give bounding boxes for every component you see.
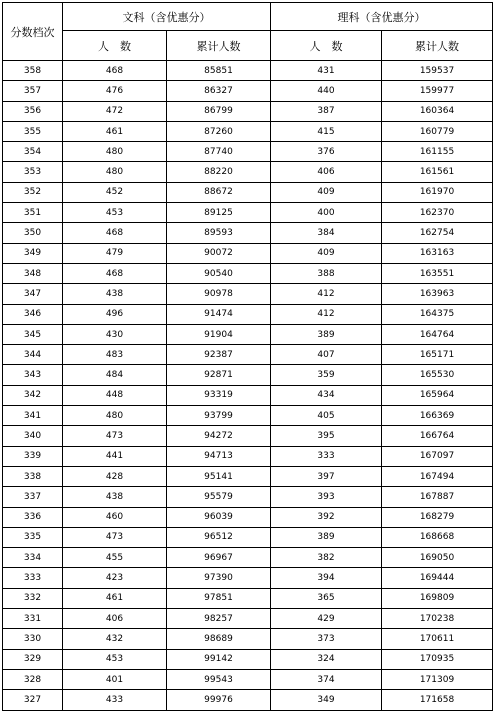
- wenke-cumulative-cell: 86799: [167, 101, 271, 121]
- like-cumulative-cell: 160779: [382, 121, 493, 141]
- wenke-cumulative-cell: 96039: [167, 507, 271, 527]
- like-count-cell: 388: [271, 263, 382, 283]
- wenke-count-cell: 476: [63, 81, 167, 101]
- table-header: [3, 3, 493, 61]
- header-wenke: 文科（含优惠分）: [63, 3, 271, 31]
- wenke-count-cell: 433: [63, 690, 167, 710]
- wenke-count-cell: 468: [63, 61, 167, 81]
- like-cumulative-cell: 168279: [382, 507, 493, 527]
- table-row: [3, 284, 493, 304]
- score-cell: 331: [3, 609, 63, 629]
- table-row: [3, 243, 493, 263]
- score-cell: 351: [3, 203, 63, 223]
- like-count-cell: 405: [271, 406, 382, 426]
- wenke-count-cell: 401: [63, 669, 167, 689]
- table-row: [3, 568, 493, 588]
- like-count-cell: 384: [271, 223, 382, 243]
- like-count-cell: 349: [271, 690, 382, 710]
- wenke-count-cell: 406: [63, 609, 167, 629]
- like-cumulative-cell: 163163: [382, 243, 493, 263]
- like-cumulative-cell: 170611: [382, 629, 493, 649]
- table-body: [3, 61, 493, 711]
- like-count-cell: 394: [271, 568, 382, 588]
- like-cumulative-cell: 161970: [382, 182, 493, 202]
- like-count-cell: 389: [271, 527, 382, 547]
- like-cumulative-cell: 171658: [382, 690, 493, 710]
- like-cumulative-cell: 159977: [382, 81, 493, 101]
- wenke-cumulative-cell: 97851: [167, 588, 271, 608]
- like-count-cell: 392: [271, 507, 382, 527]
- score-cell: 332: [3, 588, 63, 608]
- like-cumulative-cell: 167887: [382, 487, 493, 507]
- table-row: [3, 182, 493, 202]
- score-cell: 338: [3, 466, 63, 486]
- wenke-count-cell: 480: [63, 142, 167, 162]
- wenke-count-cell: 453: [63, 203, 167, 223]
- header-score-band: 分数档次: [3, 3, 63, 61]
- like-cumulative-cell: 161561: [382, 162, 493, 182]
- table-row: [3, 324, 493, 344]
- score-cell: 347: [3, 284, 63, 304]
- like-cumulative-cell: 169050: [382, 548, 493, 568]
- score-cell: 353: [3, 162, 63, 182]
- score-cell: 356: [3, 101, 63, 121]
- like-cumulative-cell: 169444: [382, 568, 493, 588]
- like-cumulative-cell: 164375: [382, 304, 493, 324]
- wenke-count-cell: 453: [63, 649, 167, 669]
- like-cumulative-cell: 168668: [382, 527, 493, 547]
- wenke-count-cell: 461: [63, 588, 167, 608]
- like-count-cell: 374: [271, 669, 382, 689]
- score-cell: 334: [3, 548, 63, 568]
- wenke-cumulative-cell: 90072: [167, 243, 271, 263]
- score-cell: 343: [3, 365, 63, 385]
- table-row: [3, 426, 493, 446]
- like-cumulative-cell: 161155: [382, 142, 493, 162]
- like-cumulative-cell: 163551: [382, 263, 493, 283]
- wenke-count-cell: 428: [63, 466, 167, 486]
- wenke-cumulative-cell: 96967: [167, 548, 271, 568]
- like-cumulative-cell: 165171: [382, 345, 493, 365]
- score-cell: 357: [3, 81, 63, 101]
- like-count-cell: 324: [271, 649, 382, 669]
- like-count-cell: 387: [271, 101, 382, 121]
- like-count-cell: 415: [271, 121, 382, 141]
- like-cumulative-cell: 169809: [382, 588, 493, 608]
- table-row: [3, 385, 493, 405]
- table-row: [3, 365, 493, 385]
- table-row: [3, 466, 493, 486]
- like-count-cell: 412: [271, 284, 382, 304]
- like-count-cell: 406: [271, 162, 382, 182]
- wenke-count-cell: 483: [63, 345, 167, 365]
- score-cell: 330: [3, 629, 63, 649]
- table-row: [3, 203, 493, 223]
- wenke-count-cell: 468: [63, 223, 167, 243]
- table-row: [3, 588, 493, 608]
- score-cell: 346: [3, 304, 63, 324]
- like-cumulative-cell: 163963: [382, 284, 493, 304]
- wenke-count-cell: 438: [63, 284, 167, 304]
- table-row: [3, 142, 493, 162]
- like-cumulative-cell: 159537: [382, 61, 493, 81]
- like-count-cell: 407: [271, 345, 382, 365]
- wenke-count-cell: 455: [63, 548, 167, 568]
- wenke-cumulative-cell: 93319: [167, 385, 271, 405]
- like-count-cell: 434: [271, 385, 382, 405]
- wenke-cumulative-cell: 99976: [167, 690, 271, 710]
- wenke-count-cell: 480: [63, 406, 167, 426]
- like-cumulative-cell: 166369: [382, 406, 493, 426]
- like-cumulative-cell: 164764: [382, 324, 493, 344]
- table-row: [3, 609, 493, 629]
- wenke-count-cell: 441: [63, 446, 167, 466]
- like-count-cell: 400: [271, 203, 382, 223]
- like-cumulative-cell: 165964: [382, 385, 493, 405]
- wenke-count-cell: 473: [63, 426, 167, 446]
- wenke-count-cell: 468: [63, 263, 167, 283]
- like-count-cell: 382: [271, 548, 382, 568]
- like-count-cell: 440: [271, 81, 382, 101]
- table-row: [3, 548, 493, 568]
- wenke-cumulative-cell: 89593: [167, 223, 271, 243]
- wenke-cumulative-cell: 99142: [167, 649, 271, 669]
- like-cumulative-cell: 160364: [382, 101, 493, 121]
- table-row: [3, 406, 493, 426]
- wenke-cumulative-cell: 97390: [167, 568, 271, 588]
- wenke-count-cell: 432: [63, 629, 167, 649]
- wenke-cumulative-cell: 85851: [167, 61, 271, 81]
- score-cell: 335: [3, 527, 63, 547]
- score-cell: 329: [3, 649, 63, 669]
- like-cumulative-cell: 162754: [382, 223, 493, 243]
- table-row: [3, 223, 493, 243]
- table-row: [3, 81, 493, 101]
- like-count-cell: 409: [271, 243, 382, 263]
- like-cumulative-cell: 170238: [382, 609, 493, 629]
- wenke-count-cell: 438: [63, 487, 167, 507]
- wenke-cumulative-cell: 92871: [167, 365, 271, 385]
- table-row: [3, 669, 493, 689]
- score-cell: 349: [3, 243, 63, 263]
- table-row: [3, 649, 493, 669]
- wenke-cumulative-cell: 96512: [167, 527, 271, 547]
- wenke-cumulative-cell: 88672: [167, 182, 271, 202]
- header-like-count: 人 数: [271, 31, 382, 61]
- table-row: [3, 263, 493, 283]
- header-like-cumulative: 累计人数: [382, 31, 493, 61]
- score-cell: 340: [3, 426, 63, 446]
- score-cell: 355: [3, 121, 63, 141]
- like-count-cell: 389: [271, 324, 382, 344]
- score-cell: 348: [3, 263, 63, 283]
- like-cumulative-cell: 170935: [382, 649, 493, 669]
- wenke-count-cell: 479: [63, 243, 167, 263]
- wenke-cumulative-cell: 87740: [167, 142, 271, 162]
- like-count-cell: 333: [271, 446, 382, 466]
- table-row: [3, 304, 493, 324]
- header-row-1: [3, 3, 493, 31]
- like-count-cell: 412: [271, 304, 382, 324]
- wenke-count-cell: 496: [63, 304, 167, 324]
- table-row: [3, 162, 493, 182]
- wenke-cumulative-cell: 94272: [167, 426, 271, 446]
- wenke-cumulative-cell: 88220: [167, 162, 271, 182]
- score-distribution-table: [2, 2, 493, 711]
- table-row: [3, 690, 493, 710]
- table-row: [3, 345, 493, 365]
- wenke-count-cell: 430: [63, 324, 167, 344]
- score-cell: 345: [3, 324, 63, 344]
- like-count-cell: 395: [271, 426, 382, 446]
- header-like: 理科（含优惠分）: [271, 3, 493, 31]
- like-count-cell: 393: [271, 487, 382, 507]
- score-cell: 358: [3, 61, 63, 81]
- wenke-count-cell: 472: [63, 101, 167, 121]
- score-cell: 342: [3, 385, 63, 405]
- like-count-cell: 409: [271, 182, 382, 202]
- like-count-cell: 431: [271, 61, 382, 81]
- like-count-cell: 365: [271, 588, 382, 608]
- wenke-count-cell: 423: [63, 568, 167, 588]
- like-cumulative-cell: 162370: [382, 203, 493, 223]
- like-count-cell: 429: [271, 609, 382, 629]
- wenke-count-cell: 484: [63, 365, 167, 385]
- wenke-cumulative-cell: 95579: [167, 487, 271, 507]
- like-cumulative-cell: 171309: [382, 669, 493, 689]
- header-row-2: [3, 31, 493, 61]
- wenke-cumulative-cell: 92387: [167, 345, 271, 365]
- wenke-cumulative-cell: 89125: [167, 203, 271, 223]
- wenke-cumulative-cell: 90540: [167, 263, 271, 283]
- score-cell: 328: [3, 669, 63, 689]
- score-cell: 354: [3, 142, 63, 162]
- wenke-cumulative-cell: 87260: [167, 121, 271, 141]
- wenke-cumulative-cell: 86327: [167, 81, 271, 101]
- like-cumulative-cell: 166764: [382, 426, 493, 446]
- wenke-count-cell: 473: [63, 527, 167, 547]
- like-cumulative-cell: 167494: [382, 466, 493, 486]
- score-cell: 337: [3, 487, 63, 507]
- score-cell: 336: [3, 507, 63, 527]
- like-count-cell: 376: [271, 142, 382, 162]
- wenke-cumulative-cell: 94713: [167, 446, 271, 466]
- score-cell: 341: [3, 406, 63, 426]
- score-cell: 350: [3, 223, 63, 243]
- wenke-count-cell: 452: [63, 182, 167, 202]
- table-row: [3, 629, 493, 649]
- table-row: [3, 446, 493, 466]
- wenke-count-cell: 480: [63, 162, 167, 182]
- wenke-cumulative-cell: 98257: [167, 609, 271, 629]
- wenke-cumulative-cell: 93799: [167, 406, 271, 426]
- table-row: [3, 487, 493, 507]
- score-cell: 333: [3, 568, 63, 588]
- wenke-count-cell: 460: [63, 507, 167, 527]
- table-row: [3, 121, 493, 141]
- wenke-cumulative-cell: 98689: [167, 629, 271, 649]
- like-cumulative-cell: 165530: [382, 365, 493, 385]
- wenke-count-cell: 461: [63, 121, 167, 141]
- score-cell: 352: [3, 182, 63, 202]
- wenke-cumulative-cell: 90978: [167, 284, 271, 304]
- table-row: [3, 101, 493, 121]
- wenke-count-cell: 448: [63, 385, 167, 405]
- table-row: [3, 527, 493, 547]
- table-row: [3, 61, 493, 81]
- score-cell: 327: [3, 690, 63, 710]
- like-count-cell: 359: [271, 365, 382, 385]
- table-row: [3, 507, 493, 527]
- header-wenke-count: 人 数: [63, 31, 167, 61]
- score-cell: 344: [3, 345, 63, 365]
- like-count-cell: 373: [271, 629, 382, 649]
- like-cumulative-cell: 167097: [382, 446, 493, 466]
- wenke-cumulative-cell: 91904: [167, 324, 271, 344]
- like-count-cell: 397: [271, 466, 382, 486]
- header-wenke-cumulative: 累计人数: [167, 31, 271, 61]
- score-cell: 339: [3, 446, 63, 466]
- wenke-cumulative-cell: 99543: [167, 669, 271, 689]
- wenke-cumulative-cell: 91474: [167, 304, 271, 324]
- wenke-cumulative-cell: 95141: [167, 466, 271, 486]
